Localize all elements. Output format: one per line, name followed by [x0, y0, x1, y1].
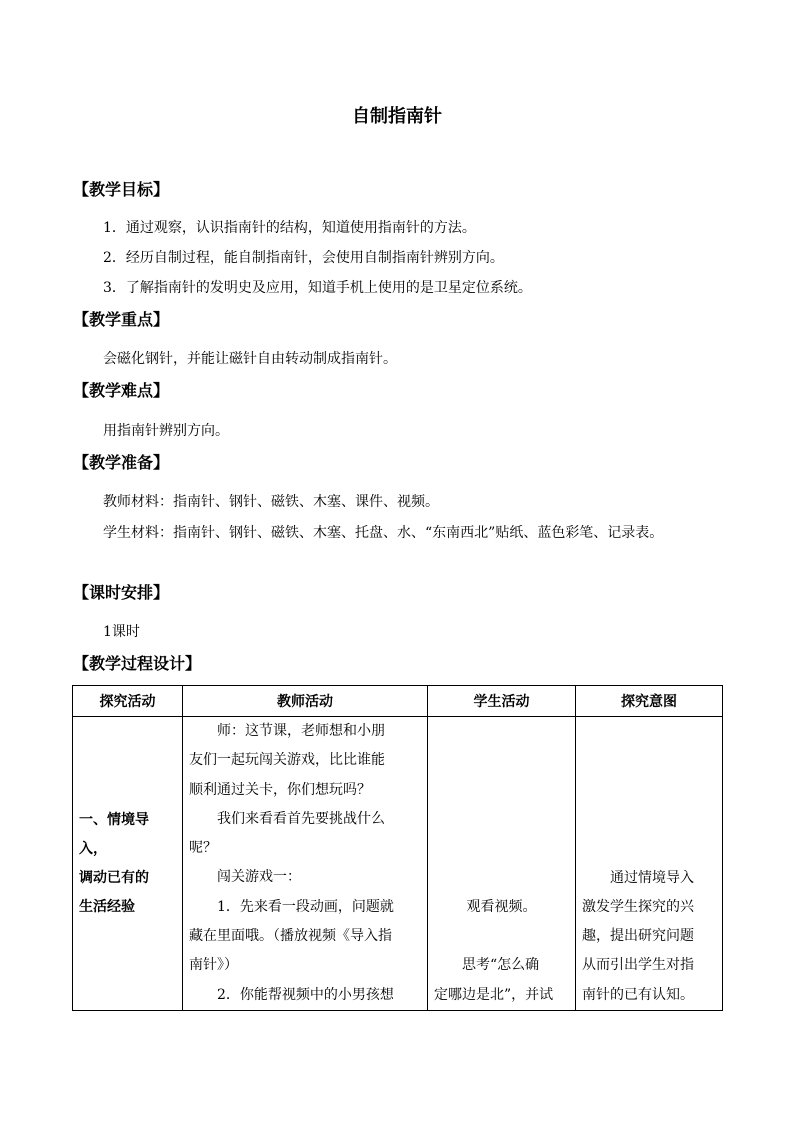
teacher-line: 藏在里面哦。（播放视频《导入指: [189, 928, 392, 945]
difficulties-text: 用指南针辨别方向。: [103, 423, 229, 439]
activity-line: 一、情境导入，: [79, 811, 149, 857]
key-points-text: 会磁化钢针，并能让磁针自由转动制成指南针。: [103, 351, 397, 367]
activity-line: 调动已有的: [79, 869, 149, 886]
intent-cell: [576, 717, 723, 1011]
student-line: 观看视频。: [466, 898, 537, 915]
teacher-activity-cell: [183, 717, 428, 1011]
column-header: 探究意图: [576, 686, 723, 717]
column-header: 探究活动: [73, 686, 183, 717]
table-row: [73, 717, 723, 1011]
student-activity-cell: [428, 717, 576, 1011]
difficulties-heading: 【教学难点】: [73, 381, 170, 400]
page-title: 自制指南针: [352, 106, 442, 127]
preparation-heading: 【教学准备】: [73, 453, 170, 472]
activity-line: 生活经验: [79, 898, 135, 915]
intent-line: 从而引出学生对指: [582, 957, 694, 974]
column-header: 教师活动: [183, 686, 428, 717]
teacher-line: 2．你能帮视频中的小男孩想: [217, 986, 394, 1003]
teacher-line: 呢？: [189, 840, 217, 857]
objective-item: 1．通过观察，认识指南针的结构，知道使用指南针的方法。: [103, 220, 476, 236]
intent-line: 通过情境导入: [610, 869, 694, 886]
teacher-line: 我们来看看首先要挑战什么: [217, 810, 385, 827]
intent-line: 趣，提出研究问题: [582, 928, 694, 945]
teacher-line: 顺利通过关卡，你们想玩吗？: [189, 781, 371, 798]
student-materials: 学生材料：指南针、钢针、磁铁、木塞、托盘、水、“东南西北”贴纸、蓝色彩笔、记录表。: [103, 525, 664, 541]
teacher-line: 闯关游戏一：: [217, 869, 301, 886]
intent-line: 南针的已有认知。: [582, 986, 694, 1003]
schedule-heading: 【课时安排】: [73, 583, 170, 602]
teacher-line: 友们一起玩闯关游戏，比比谁能: [189, 752, 385, 769]
teacher-line: 师：这节课，老师想和小朋: [217, 723, 385, 739]
student-line: 定哪边是北”，并试: [434, 986, 554, 1003]
key-points-heading: 【教学重点】: [73, 310, 170, 329]
objective-item: 2．经历自制过程，能自制指南针，会使用自制指南针辨别方向。: [103, 250, 504, 266]
objectives-heading: 【教学目标】: [73, 180, 170, 199]
teacher-line: 1．先来看一段动画，问题就: [217, 898, 394, 915]
teacher-materials: 教师材料：指南针、钢针、磁铁、木塞、课件、视频。: [103, 494, 439, 510]
column-header: 学生活动: [428, 686, 576, 717]
student-line: 思考“怎么确: [462, 957, 540, 974]
activity-cell: [73, 717, 183, 1011]
intent-line: 激发学生探究的兴: [582, 898, 694, 915]
process-table: [72, 685, 723, 1011]
schedule-text: 1课时: [103, 624, 140, 640]
student-line: [428, 922, 575, 951]
process-heading: 【教学过程设计】: [73, 654, 202, 673]
objective-item: 3．了解指南针的发明史及应用，知道手机上使用的是卫星定位系统。: [103, 280, 532, 296]
table-header-row: [73, 686, 723, 717]
teacher-line: 南针》）: [189, 957, 238, 974]
